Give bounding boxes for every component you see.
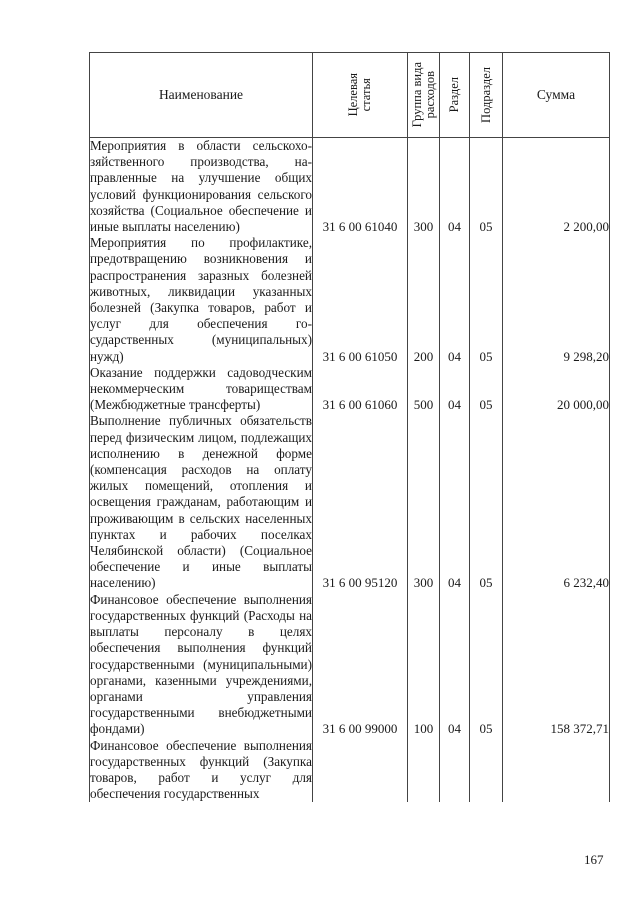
row-name: Выполнение публичных обязательств перед физическим лицом, подлежащих исполнению в денежной форме (компенсация расходов на оплату жилых помещений, отопления и освещения гражданам, работающим и проживающим в сельских населенных пунктах и рабочих поселках Челябинской области) (Социальное обеспечение и иные выплаты населению) [90,413,312,591]
row-group [408,738,440,803]
header-subsection: Подраздел [470,53,503,138]
row-group: 300 [408,138,440,236]
row-code: 31 6 00 61050 [313,235,408,365]
header-name: Наименование [90,53,313,138]
table-header-row [90,53,610,138]
row-name: Мероприятия в области сельскохозяйственного производства, направленные на улучшение общих условий функционирования сельского хозяйства (Социальное обеспечение и иные выплаты населению) [90,138,312,235]
table-row [90,138,610,236]
row-code [313,738,408,803]
table-row [90,365,610,414]
row-code: 31 6 00 95120 [313,413,408,591]
table-row [90,235,610,365]
row-name: Финансовое обеспечение выполнения государственных функций (Расходы на выплаты персоналу в целях обеспечения выполнения функций государственными (муниципальными) органами, казенными учреждениями, органами управления государственными внебюджетными фондами) [90,591,312,737]
row-group: 300 [408,413,440,591]
row-group: 100 [408,592,440,738]
row-section: 04 [440,235,470,365]
row-sum: 158 372,71 [503,592,610,738]
table-row [90,738,610,803]
table-row [90,413,610,591]
header-target-article: Целевая статья [313,53,408,138]
row-group: 200 [408,235,440,365]
row-sum: 20 000,00 [503,365,610,414]
row-section: 04 [440,365,470,414]
row-section: 04 [440,413,470,591]
row-code: 31 6 00 61040 [313,138,408,236]
header-section: Раздел [440,53,470,138]
row-subsection: 05 [470,365,503,414]
budget-table [89,52,610,802]
row-sum: 6 232,40 [503,413,610,591]
row-section: 04 [440,592,470,738]
table-row [90,592,610,738]
page-number: 167 [584,852,604,867]
row-group: 500 [408,365,440,414]
row-subsection: 05 [470,592,503,738]
header-expense-group: Группа вида расходов [408,53,440,138]
row-sum: 2 200,00 [503,138,610,236]
row-subsection: 05 [470,235,503,365]
row-name: Оказание поддержки садоводческим некоммерческим товариществам (Межбюджетные трансферты) [90,364,312,413]
row-subsection: 05 [470,138,503,236]
row-code: 31 6 00 61060 [313,365,408,414]
row-sum: 9 298,20 [503,235,610,365]
row-name: Финансовое обеспечение выполнения государственных функций (Закупка товаров, работ и услуг для обеспечения государственных [90,737,312,802]
row-section [440,738,470,803]
row-sum [503,738,610,803]
row-section: 04 [440,138,470,236]
row-code: 31 6 00 99000 [313,592,408,738]
row-subsection: 05 [470,413,503,591]
row-name: Мероприятия по профилактике, предотвращению возникновения и распространения заразных болезней животных, ликвидации указанных болезней (Закупка товаров, работ и услуг для обеспечения государственных (муниципальных) нужд) [90,235,312,364]
row-subsection [470,738,503,803]
header-sum: Сумма [503,53,610,138]
